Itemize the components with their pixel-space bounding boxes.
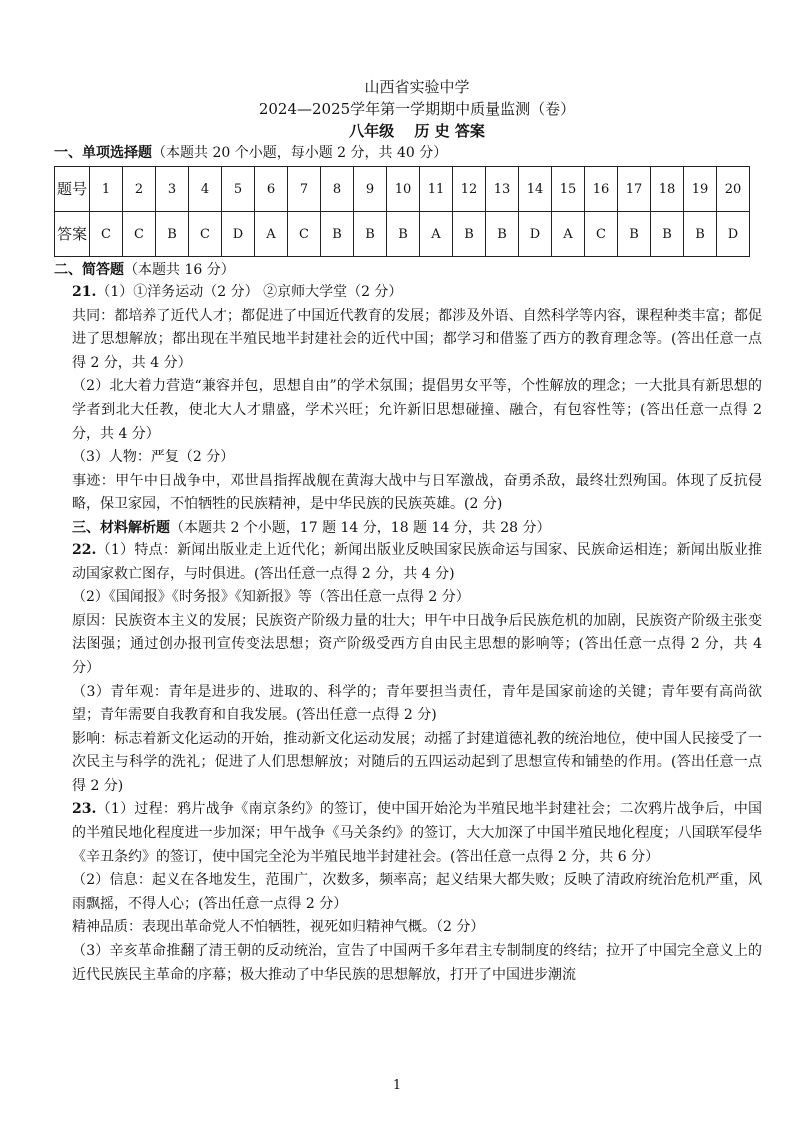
question-number-cell: 9 bbox=[354, 167, 387, 212]
q22-reason: 原因：民族资本主义的发展；民族资产阶级力量的壮大；甲午中日战争后民族危机的加剧，民族资产阶级主张变法图强；通过创办报刊宣传变法思想；资产阶级受西方自由民主思想的影响等；(答出任意一点得 2 分，共 4 分） bbox=[72, 612, 762, 676]
q22-number: 22. bbox=[72, 541, 97, 558]
question-number-cell: 2 bbox=[123, 167, 156, 212]
q21-number: 21. bbox=[72, 284, 97, 300]
question-number-cell: 8 bbox=[321, 167, 354, 212]
question-number-label: 题号 bbox=[55, 167, 90, 212]
q23-spirit: 精神品质：表现出革命党人不怕牺牲，视死如归精神气概。（2 分） bbox=[72, 919, 485, 936]
question-number-cell: 4 bbox=[189, 167, 222, 212]
q23-part1-text: （1）过程：鸦片战争《南京条约》的签订，使中国开始沦为半殖民地半封建社会；二次鸦片战争后，中国的半殖民地化程度进一步加深；甲午战争《马关条约》的签订，大大加深了中国半殖民地化程度；八国联军侵华《辛丑条约》的签订，使中国完全沦为半殖民地半封建社会。(答出任意一点得 2 分，共 6 分） bbox=[72, 801, 762, 865]
answer-row bbox=[55, 212, 750, 257]
question-number-cell: 1 bbox=[90, 167, 123, 212]
question-number-cell: 6 bbox=[255, 167, 288, 212]
answer-cell: B bbox=[387, 212, 420, 257]
section2-heading bbox=[54, 259, 762, 281]
section1-title: 一、单项选择题 bbox=[54, 145, 152, 161]
q21-common: 共同：都培养了近代人才；都促进了中国近代教育的发展；都涉及外语、自然科学等内容，课程种类丰富；都促进了思想解放；都出现在半殖民地半封建社会的近代中国；都学习和借鉴了西方的教育理念等。(答出任意一点得 2 分，共 4 分） bbox=[72, 307, 762, 371]
question-number-cell: 15 bbox=[552, 167, 585, 212]
answer-cell: D bbox=[519, 212, 552, 257]
answer-cell: D bbox=[222, 212, 255, 257]
answer-cell: A bbox=[420, 212, 453, 257]
q22-part2: （2）《国闻报》《时务报》《知新报》等（答出任意一点得 2 分） bbox=[72, 589, 470, 606]
q21-part1 bbox=[72, 281, 762, 305]
q23-part3: （3）辛亥革命推翻了清王朝的反动统治，宣告了中国两千多年君主专制制度的终结；拉开了中国完全意义上的近代民族民主革命的序幕；极大推动了中华民族的思想解放，打开了中国进步潮流 bbox=[72, 943, 762, 983]
q22-part3: （3）青年观：青年是进步的、进取的、科学的；青年要担当责任，青年是国家前途的关键；青年要有高尚欲望；青年需要自我教育和自我发展。(答出任意一点得 2 分) bbox=[72, 683, 762, 724]
page-number: 1 bbox=[392, 1078, 402, 1093]
answer-label: 答案 bbox=[55, 212, 90, 257]
question-number-cell: 13 bbox=[486, 167, 519, 212]
q22-part1-text: （1）特点：新闻出版业走上近代化；新闻出版业反映国家民族命运与国家、民族命运相连；新闻出版业推动国家救亡图存，与时俱进。(答出任意一点得 2 分，共 4 分) bbox=[72, 541, 762, 582]
answer-cell: D bbox=[717, 212, 750, 257]
q21-part1-text: （1）①洋务运动（2 分） ②京师大学堂（2 分） bbox=[96, 284, 403, 300]
section3-note: （本题共 2 个小题，17 题 14 分，18 题 14 分，共 28 分） bbox=[170, 519, 551, 536]
subject-title: 八年级 历 史 答案 bbox=[349, 122, 485, 140]
answer-cell: C bbox=[288, 212, 321, 257]
answer-cell: C bbox=[123, 212, 156, 257]
section3-heading bbox=[72, 517, 762, 539]
section1-note: （本题共 20 个小题，每小题 2 分，共 40 分） bbox=[152, 145, 448, 161]
answer-cell: B bbox=[156, 212, 189, 257]
answer-cell: B bbox=[354, 212, 387, 257]
answer-cell: B bbox=[453, 212, 486, 257]
question-number-cell: 3 bbox=[156, 167, 189, 212]
answer-cell: B bbox=[651, 212, 684, 257]
section2-note: （本题共 16 分） bbox=[124, 262, 235, 278]
answer-cell: B bbox=[684, 212, 717, 257]
question-number-cell: 19 bbox=[684, 167, 717, 212]
section2-title: 二、简答题 bbox=[54, 262, 124, 278]
answer-cell: A bbox=[552, 212, 585, 257]
q23-part2: （2）信息：起义在各地发生，范围广，次数多，频率高；起义结果大都失败；反映了清政府统治危机严重，风雨飘摇，不得人心；(答出任意一点得 2 分） bbox=[72, 872, 762, 912]
answer-cell: B bbox=[486, 212, 519, 257]
section1-heading bbox=[54, 142, 762, 164]
answer-cell: A bbox=[255, 212, 288, 257]
answer-cell: C bbox=[189, 212, 222, 257]
question-number-cell: 20 bbox=[717, 167, 750, 212]
section3-title: 三、材料解析题 bbox=[72, 519, 170, 536]
answer-cell: B bbox=[618, 212, 651, 257]
q21-part2: （2）北大着力营造“兼容并包，思想自由”的学术氛围；提倡男女平等，个性解放的理念；一大批具有新思想的学者到北大任教，使北大人才鼎盛，学术兴旺；允许新旧思想碰撞、融合，有包容性等；(答出任意一点得 2 分，共 4 分） bbox=[72, 378, 762, 442]
q22-influence: 影响：标志着新文化运动的开始，推动新文化运动发展；动摇了封建道德礼教的统治地位，使中国人民接受了一次民主与科学的洗礼；促进了人们思想解放；对随后的五四运动起到了思想宣传和铺垫的作用。(答出任意一点得 2 分) bbox=[72, 730, 762, 794]
answer-cell: C bbox=[90, 212, 123, 257]
school-name: 山西省实验中学 bbox=[364, 78, 470, 96]
q23-number: 23. bbox=[72, 801, 97, 818]
q22-part1 bbox=[72, 539, 762, 586]
q23-part1 bbox=[72, 798, 762, 869]
q21-deeds: 事迹：甲午中日战争中，邓世昌指挥战舰在黄海大战中与日军激战，奋勇杀敌，最终壮烈殉国。体现了反抗侵略，保卫家园，不怕牺牲的民族精神，是中华民族的民族英雄。(2 分) bbox=[72, 472, 762, 513]
question-number-cell: 14 bbox=[519, 167, 552, 212]
question-number-row bbox=[55, 167, 750, 212]
question-number-cell: 17 bbox=[618, 167, 651, 212]
exam-title: 2024—2025学年第一学期期中质量监测（卷） bbox=[258, 100, 576, 118]
answer-cell: B bbox=[321, 212, 354, 257]
answer-cell: C bbox=[585, 212, 618, 257]
question-number-cell: 10 bbox=[387, 167, 420, 212]
q21-part3: （3）人物：严复（2 分） bbox=[72, 449, 235, 466]
question-number-cell: 7 bbox=[288, 167, 321, 212]
question-number-cell: 16 bbox=[585, 167, 618, 212]
question-number-cell: 12 bbox=[453, 167, 486, 212]
question-number-cell: 18 bbox=[651, 167, 684, 212]
question-number-cell: 11 bbox=[420, 167, 453, 212]
answer-table bbox=[54, 166, 750, 257]
question-number-cell: 5 bbox=[222, 167, 255, 212]
